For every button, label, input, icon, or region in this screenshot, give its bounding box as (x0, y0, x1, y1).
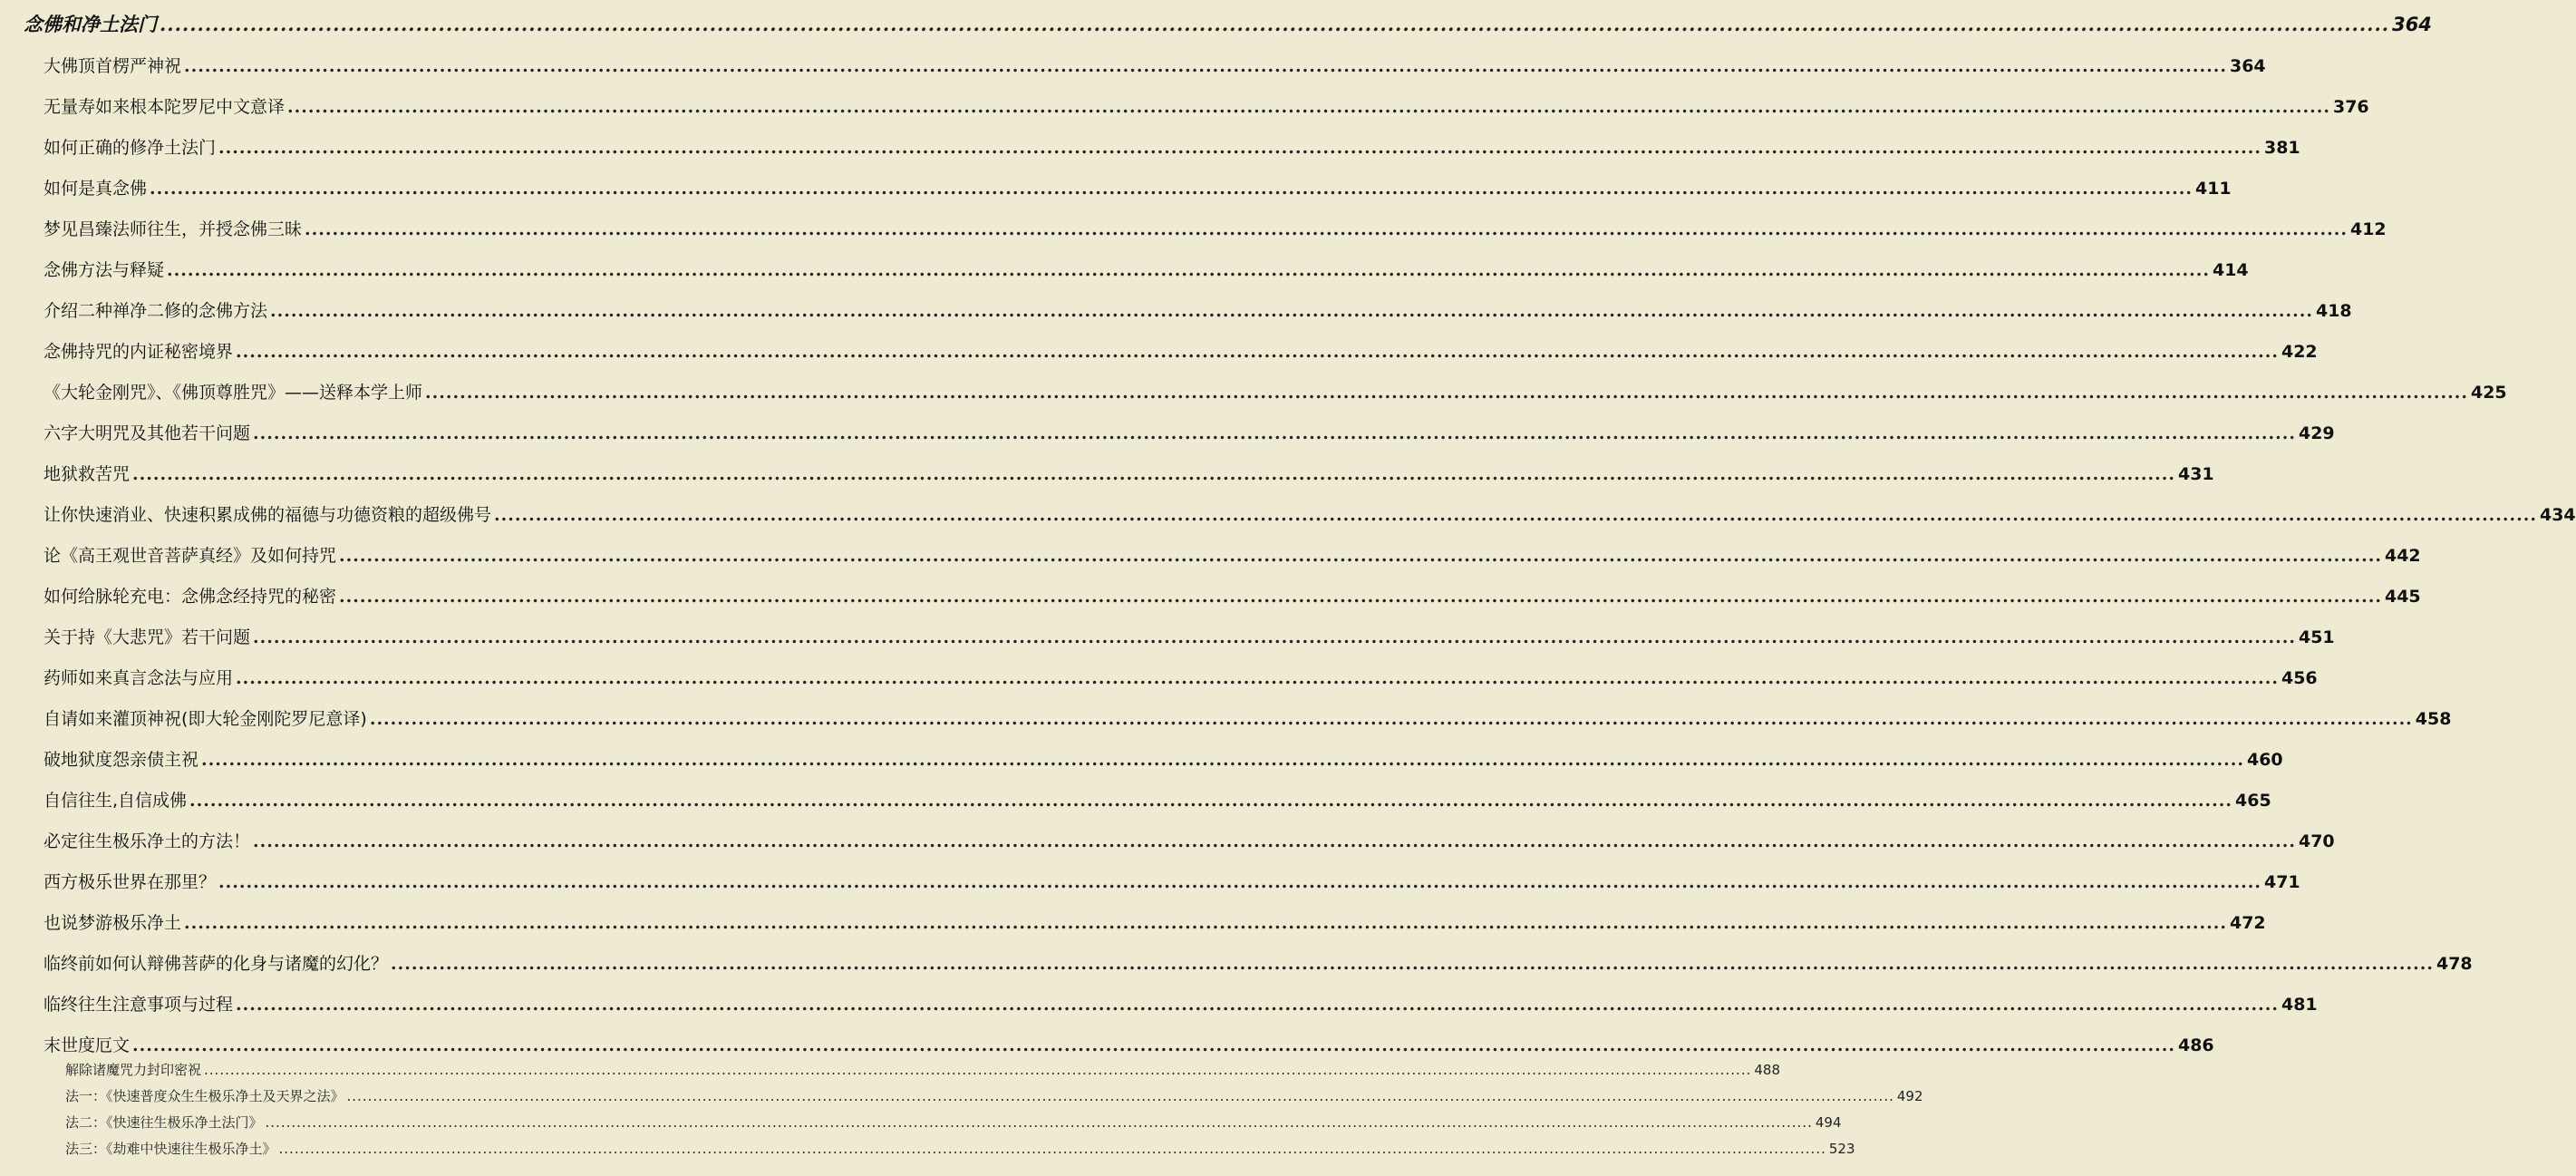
toc-entry-title: 临终往生注意事项与过程 (44, 995, 234, 1015)
toc-entry-title: 必定往生极乐净土的方法！ (44, 831, 251, 851)
toc-entry[interactable] (44, 1032, 2214, 1059)
toc-entry-title: 破地狱度怨亲债主祝 (44, 750, 199, 770)
toc-dot-leader: ........................................................................................................................................................................................................................................................................................................ (287, 97, 2330, 117)
toc-dot-leader: ........................................................................................................................................................................................................................................................................................................ (160, 13, 2390, 35)
toc-entry-title: 西方极乐世界在那里？ (44, 872, 217, 892)
toc-dot-leader: ........................................................................................................................................................................................................................................................................................................ (201, 750, 2244, 770)
toc-dot-leader: ........................................................................................................................................................................................................................................................................................................ (265, 1114, 1813, 1131)
toc-entry[interactable] (44, 93, 2369, 121)
toc-entry[interactable] (44, 787, 2271, 814)
toc-dot-leader: ........................................................................................................................................................................................................................................................................................................ (278, 1141, 1826, 1157)
toc-entry-title: 如何正确的修净土法门 (44, 138, 217, 158)
toc-entry-page: 442 (2384, 546, 2421, 566)
toc-entry-title: 自请如来灌顶神祝(即大轮金刚陀罗尼意译) (44, 709, 367, 729)
toc-dot-leader: ........................................................................................................................................................................................................................................................................................................ (150, 179, 2193, 199)
toc-entry-title: 大佛顶首楞严神祝 (44, 56, 182, 76)
toc-dot-leader: ........................................................................................................................................................................................................................................................................................................ (391, 954, 2434, 974)
toc-dot-leader: ........................................................................................................................................................................................................................................................................................................ (132, 464, 2175, 484)
toc-entry-title: 关于持《大悲咒》若干问题 (44, 627, 251, 647)
toc-entry-title: 六字大明咒及其他若干问题 (44, 423, 251, 443)
toc-entry-page: 429 (2298, 423, 2335, 443)
toc-entry-page: 456 (2281, 668, 2318, 688)
toc-entry-page: 414 (2212, 260, 2249, 280)
toc-entry[interactable] (44, 705, 2452, 733)
toc-dot-leader: ........................................................................................................................................................................................................................................................................................................ (305, 219, 2348, 239)
toc-entry-title: 无量寿如来根本陀罗尼中文意译 (44, 97, 286, 117)
toc-entry[interactable] (44, 869, 2300, 896)
toc-subentry-title: 法二：《快速往生极乐净土法门》 (65, 1114, 263, 1131)
toc-dot-leader: ........................................................................................................................................................................................................................................................................................................ (425, 383, 2468, 403)
toc-subentry[interactable] (65, 1112, 1842, 1133)
toc-dot-leader: ........................................................................................................................................................................................................................................................................................................ (236, 342, 2279, 362)
toc-entry-page: 478 (2436, 954, 2473, 974)
toc-subentry-page: 492 (1896, 1088, 1923, 1104)
toc-entry-title: 如何给脉轮充电：念佛念经持咒的秘密 (44, 587, 337, 607)
toc-dot-leader: ........................................................................................................................................................................................................................................................................................................ (204, 1062, 1752, 1078)
toc-entry-title: 临终前如何认辩佛菩萨的化身与诸魔的幻化？ (44, 954, 389, 974)
toc-entry[interactable] (44, 501, 2576, 529)
toc-dot-leader: ........................................................................................................................................................................................................................................................................................................ (218, 138, 2261, 158)
toc-entry[interactable] (44, 583, 2421, 610)
toc-entry-page: 381 (2263, 138, 2300, 158)
toc-entry[interactable] (44, 420, 2335, 447)
toc-subentry-page: 494 (1815, 1114, 1842, 1131)
toc-entry[interactable] (44, 379, 2507, 406)
toc-dot-leader: ........................................................................................................................................................................................................................................................................................................ (189, 791, 2233, 811)
toc-entry-page: 376 (2332, 97, 2369, 117)
toc-entry-title: 念佛持咒的内证秘密境界 (44, 342, 234, 362)
toc-entry[interactable] (44, 461, 2214, 488)
toc-entry[interactable] (44, 542, 2421, 569)
toc-entry-title: 末世度厄文 (44, 1035, 131, 1055)
toc-entry-page: 431 (2177, 464, 2214, 484)
toc-dot-leader: ........................................................................................................................................................................................................................................................................................................ (253, 627, 2296, 647)
toc-subentry-title: 解除诸魔咒力封印密祝 (65, 1062, 202, 1078)
toc-dot-leader: ........................................................................................................................................................................................................................................................................................................ (253, 831, 2296, 851)
toc-entry-title: 药师如来真言念法与应用 (44, 668, 234, 688)
toc-entry[interactable] (44, 746, 2283, 773)
toc-entry-page: 470 (2298, 831, 2335, 851)
toc-entry-page: 434 (2539, 505, 2576, 525)
toc-entry-page: 458 (2415, 709, 2452, 729)
toc-entry-page: 422 (2281, 342, 2318, 362)
toc-subentry-page: 488 (1754, 1062, 1781, 1078)
toc-entry[interactable] (44, 828, 2335, 855)
toc-dot-leader: ........................................................................................................................................................................................................................................................................................................ (167, 260, 2210, 280)
toc-subentry[interactable] (65, 1059, 1781, 1081)
toc-entry-page: 486 (2177, 1035, 2214, 1055)
toc-dot-leader: ........................................................................................................................................................................................................................................................................................................ (236, 668, 2279, 688)
toc-entry-page: 364 (2229, 56, 2266, 76)
toc-entry-page: 418 (2315, 301, 2352, 321)
toc-entry-page: 411 (2194, 179, 2232, 199)
toc-dot-leader: ........................................................................................................................................................................................................................................................................................................ (132, 1035, 2175, 1055)
toc-entry-page: 425 (2470, 383, 2507, 403)
toc-entry-title: 地狱救苦咒 (44, 464, 131, 484)
toc-entry-title: 《大轮金刚咒》、《佛顶尊胜咒》——送释本学上师 (44, 383, 423, 403)
toc-dot-leader: ........................................................................................................................................................................................................................................................................................................ (253, 423, 2296, 443)
toc-chapter-heading[interactable] (24, 9, 2432, 40)
toc-chapter-page: 364 (2392, 14, 2432, 35)
toc-entry-page: 445 (2384, 587, 2421, 607)
toc-dot-leader: ........................................................................................................................................................................................................................................................................................................ (184, 913, 2227, 933)
toc-subentry-title: 法一：《快速普度众生生极乐净土及天界之法》 (65, 1088, 344, 1104)
toc-chapter-title: 念佛和净土法门 (24, 13, 157, 35)
toc-entry-page: 472 (2229, 913, 2266, 933)
toc-entry-title: 如何是真念佛 (44, 179, 148, 199)
toc-entry[interactable] (44, 257, 2249, 284)
toc-entry[interactable] (44, 134, 2300, 161)
toc-entry[interactable] (44, 950, 2473, 977)
toc-subentry-page: 523 (1828, 1141, 1855, 1157)
toc-entry-page: 471 (2263, 872, 2300, 892)
toc-entry[interactable] (44, 297, 2352, 325)
toc-entry-page: 412 (2349, 219, 2387, 239)
toc-dot-leader: ........................................................................................................................................................................................................................................................................................................ (218, 872, 2261, 892)
toc-entry[interactable] (44, 909, 2266, 937)
toc-dot-leader: ........................................................................................................................................................................................................................................................................................................ (494, 505, 2537, 525)
toc-entry[interactable] (44, 338, 2318, 365)
toc-entry-title: 念佛方法与释疑 (44, 260, 165, 280)
toc-dot-leader: ........................................................................................................................................................................................................................................................................................................ (346, 1088, 1894, 1104)
toc-entry-title: 让你快速消业、快速积累成佛的福德与功德资粮的超级佛号 (44, 505, 492, 525)
toc-subentry[interactable] (65, 1138, 1855, 1160)
toc-entry-page: 451 (2298, 627, 2335, 647)
toc-entry[interactable] (44, 624, 2335, 651)
toc-dot-leader: ........................................................................................................................................................................................................................................................................................................ (184, 56, 2227, 76)
toc-subentry[interactable] (65, 1085, 1923, 1107)
toc-dot-leader: ........................................................................................................................................................................................................................................................................................................ (369, 709, 2413, 729)
toc-entry[interactable] (44, 53, 2266, 80)
toc-entry-page: 481 (2281, 995, 2318, 1015)
toc-dot-leader: ........................................................................................................................................................................................................................................................................................................ (339, 546, 2382, 566)
toc-dot-leader: ........................................................................................................................................................................................................................................................................................................ (339, 587, 2382, 607)
toc-entry[interactable] (44, 991, 2318, 1018)
toc-entry[interactable] (44, 175, 2232, 202)
toc-entry-title: 自信往生,自信成佛 (44, 791, 188, 811)
toc-entry-page: 465 (2235, 791, 2271, 811)
toc-entry-title: 介绍二种禅净二修的念佛方法 (44, 301, 268, 321)
toc-entry-title: 梦见昌臻法师往生，并授念佛三昧 (44, 219, 303, 239)
toc-subentry-title: 法三：《劫难中快速往生极乐净土》 (65, 1141, 276, 1157)
toc-entry-page: 460 (2246, 750, 2283, 770)
toc-entry-title: 也说梦游极乐净土 (44, 913, 182, 933)
toc-entry[interactable] (44, 665, 2318, 692)
toc-entry[interactable] (44, 216, 2387, 243)
toc-dot-leader: ........................................................................................................................................................................................................................................................................................................ (236, 995, 2279, 1015)
toc-dot-leader: ........................................................................................................................................................................................................................................................................................................ (270, 301, 2313, 321)
toc-entry-title: 论《高王观世音菩萨真经》及如何持咒 (44, 546, 337, 566)
